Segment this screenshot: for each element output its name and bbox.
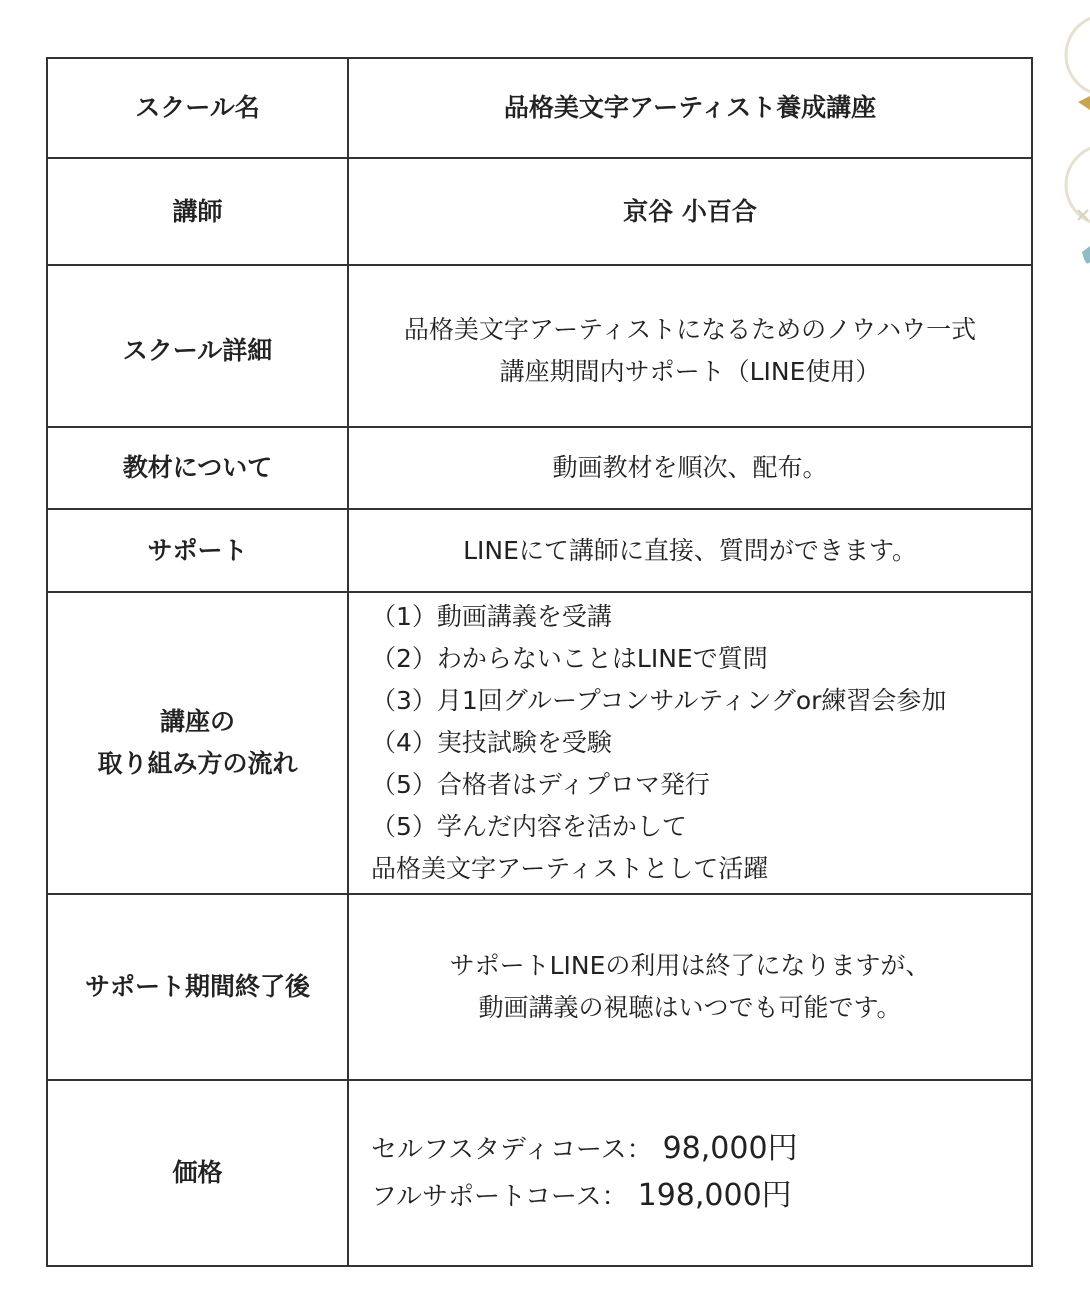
row-value-course-flow bbox=[348, 592, 1032, 894]
table-row-school-detail bbox=[47, 265, 1032, 427]
row-label-price: 価格 bbox=[47, 1080, 348, 1266]
table-row-price bbox=[47, 1080, 1032, 1266]
row-label-school-name: スクール名 bbox=[47, 58, 348, 158]
row-label-teacher: 講師 bbox=[47, 158, 348, 265]
flow-step: 品格美文字アーティストとして活躍 bbox=[371, 854, 769, 883]
row-label-after-support: サポート期間終了後 bbox=[47, 894, 348, 1080]
row-value-school-name: 品格美文字アーティスト養成講座 bbox=[348, 58, 1032, 158]
row-value-school-detail bbox=[348, 265, 1032, 427]
flow-label-line: 取り組み方の流れ bbox=[97, 749, 298, 778]
table-row-teacher bbox=[47, 158, 1032, 265]
after-support-line: 動画講義の視聴はいつでも可能です。 bbox=[478, 993, 902, 1022]
price-course-name: セルフスタディコース： bbox=[371, 1135, 653, 1165]
ornament-leaf-icon bbox=[1078, 96, 1090, 110]
decorative-border-ornament bbox=[1056, 0, 1090, 290]
after-support-line: サポートLINEの利用は終了になりますが、 bbox=[449, 951, 931, 980]
row-label-school-detail: スクール詳細 bbox=[47, 265, 348, 427]
flow-step: （3）月1回グループコンサルティングor練習会参加 bbox=[371, 686, 947, 715]
row-label-course-flow bbox=[47, 592, 348, 894]
course-info-table bbox=[46, 57, 1033, 1267]
flow-step: （1）動画講義を受講 bbox=[371, 602, 612, 631]
price-line-self-study bbox=[371, 1126, 1027, 1173]
flow-step: （5）学んだ内容を活かして bbox=[371, 812, 687, 841]
table-row-after-support bbox=[47, 894, 1032, 1080]
table-row-materials bbox=[47, 427, 1032, 509]
price-amount: 198,000円 bbox=[637, 1178, 792, 1213]
row-value-after-support bbox=[348, 894, 1032, 1080]
row-value-support: LINEにて講師に直接、質問ができます。 bbox=[348, 509, 1032, 592]
detail-line: 品格美文字アーティストになるためのノウハウ一式 bbox=[403, 315, 977, 344]
flow-step: （2）わからないことはLINEで質問 bbox=[371, 644, 768, 673]
flow-step: （4）実技試験を受験 bbox=[371, 728, 612, 757]
price-line-full-support bbox=[371, 1173, 1027, 1220]
flow-label-line: 講座の bbox=[159, 707, 235, 736]
table-row-school-name bbox=[47, 58, 1032, 158]
row-value-teacher: 京谷 小百合 bbox=[348, 158, 1032, 265]
table-row-support bbox=[47, 509, 1032, 592]
price-amount: 98,000円 bbox=[662, 1131, 798, 1166]
table-row-course-flow bbox=[47, 592, 1032, 894]
detail-line: 講座期間内サポート（LINE使用） bbox=[499, 357, 881, 386]
row-value-price bbox=[348, 1080, 1032, 1266]
flow-step: （5）合格者はディプロマ発行 bbox=[371, 770, 710, 799]
ornament-teal-accent-icon bbox=[1082, 246, 1090, 264]
row-value-materials: 動画教材を順次、配布。 bbox=[348, 427, 1032, 509]
price-course-name: フルサポートコース： bbox=[371, 1182, 628, 1212]
ornament-ring-icon bbox=[1066, 15, 1090, 95]
row-label-materials: 教材について bbox=[47, 427, 348, 509]
row-label-support: サポート bbox=[47, 509, 348, 592]
